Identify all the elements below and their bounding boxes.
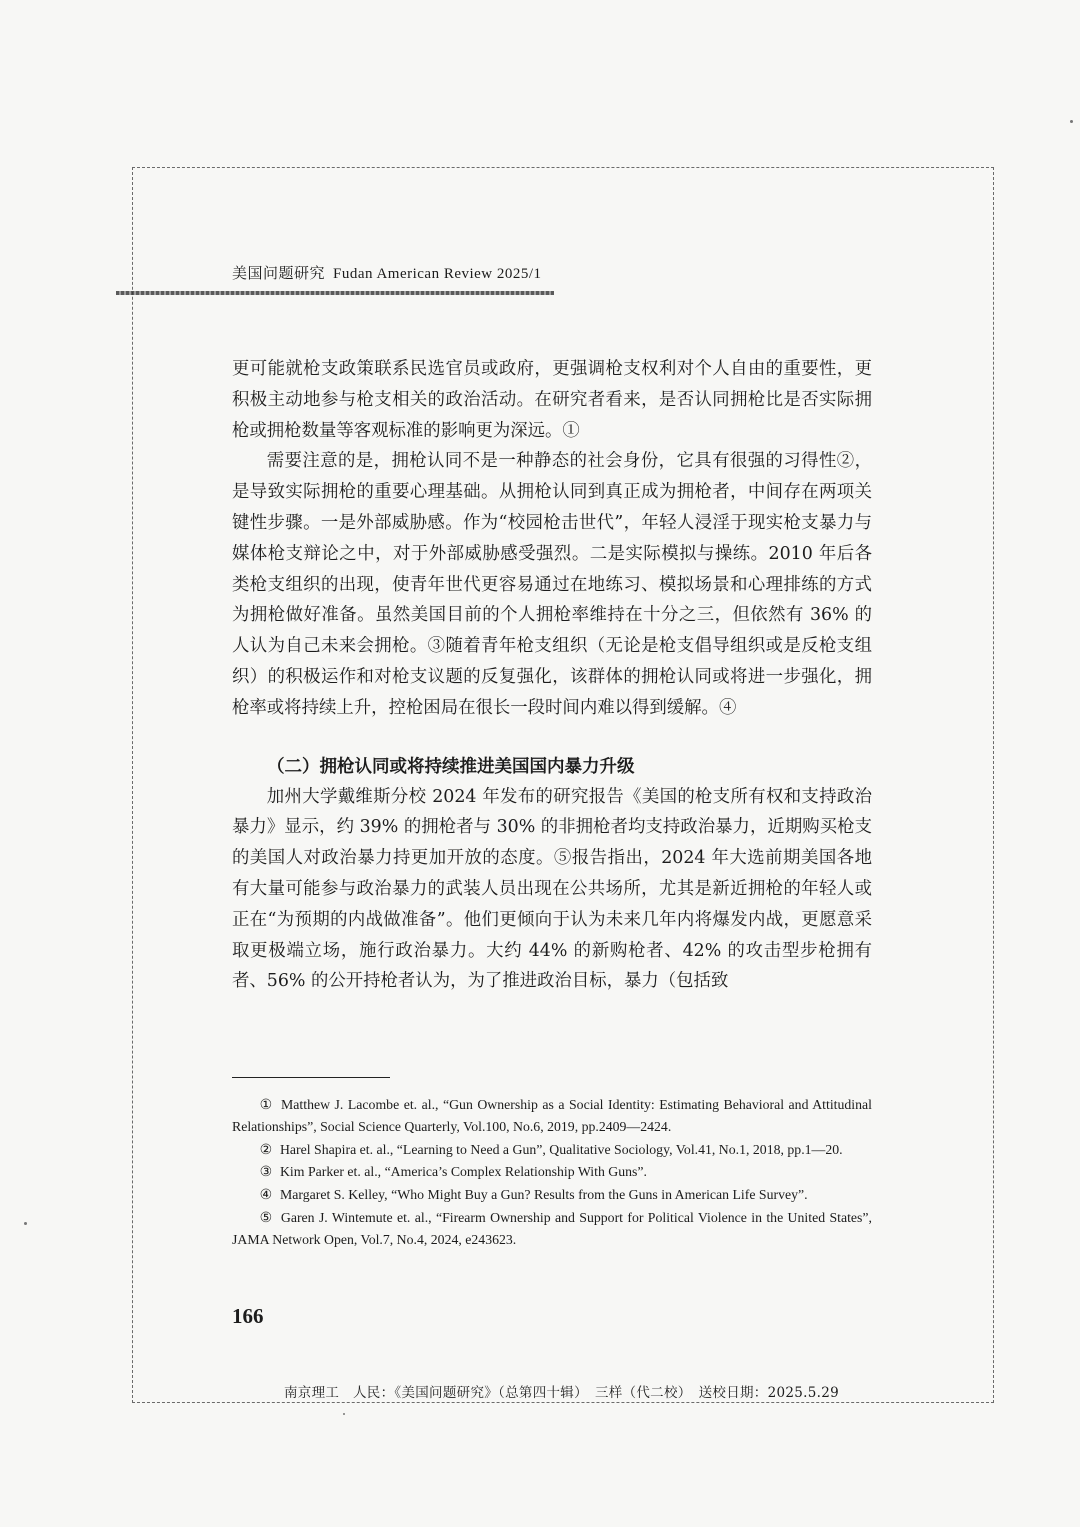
footnote-1 <box>232 1094 872 1138</box>
footnotes <box>232 1094 872 1252</box>
scan-speck <box>1070 120 1073 123</box>
scan-speck <box>343 1413 345 1415</box>
page-number: 166 <box>232 1304 264 1328</box>
section-heading: （二）拥枪认同或将持续推进美国国内暴力升级 <box>267 756 635 777</box>
footnote-mark: ③ <box>259 1164 272 1180</box>
proof-line: 南京理工 人民：《美国问题研究》（总第四十辑） 三样（代二校） 送校日期：2025.5.29 <box>284 1385 840 1401</box>
footnote-rule <box>232 1077 390 1078</box>
journal-title-cn: 美国问题研究 <box>232 264 326 282</box>
footnote-2 <box>232 1139 872 1161</box>
footnote-mark: ④ <box>259 1187 272 1203</box>
footnote-text: Matthew J. Lacombe et. al., “Gun Ownership as a Social Identity: Estimating Behavioral and Attitudinal Relationships”, Social Science Quarterly, Vol.100, No.6, 2019, pp.2409—2424. <box>232 1097 872 1134</box>
paragraph-1: 更可能就枪支政策联系民选官员或政府，更强调枪支权利对个人自由的重要性，更积极主动地参与枪支相关的政治活动。在研究者看来，是否认同拥枪比是否实际拥枪或拥枪数量等客观标准的影响更为深远。① <box>232 359 872 441</box>
main-text <box>232 354 872 997</box>
footnote-mark: ② <box>259 1141 272 1157</box>
footnote-mark: ① <box>259 1097 274 1112</box>
footnote-text: Kim Parker et. al., “America’s Complex Relationship With Guns”. <box>279 1164 648 1180</box>
paragraph-2: 需要注意的是，拥枪认同不是一种静态的社会身份，它具有很强的习得性②，是导致实际拥枪的重要心理基础。从拥枪认同到真正成为拥枪者，中间存在两项关键性步骤。一是外部威胁感。作为“校园枪击世代”，年轻人浸淫于现实枪支暴力与媒体枪支辩论之中，对于外部威胁感受强烈。二是实际模拟与操练。2010 年后各类枪支组织的出现，使青年世代更容易通过在地练习、模拟场景和心理排练的方式为拥枪做好准备。虽然美国目前的个人拥枪率维持在十分之三，但依然有 36% 的人认为自己未来会拥枪。③随着青年枪支组织（无论是枪支倡导组织或是反枪支组织）的积极运作和对枪支议题的反复强化，该群体的拥枪认同或将进一步强化，拥枪率或将持续上升，控枪困局在很长一段时间内难以得到缓解。④ <box>232 451 872 718</box>
footnote-text: Harel Shapira et. al., “Learning to Need a Gun”, Qualitative Sociology, Vol.41, No.1, 2018, pp.1—20. <box>279 1141 843 1157</box>
footnote-text: Margaret S. Kelley, “Who Might Buy a Gun? Results from the Guns in American Life Survey”. <box>279 1187 808 1203</box>
footnote-3 <box>232 1161 872 1183</box>
journal-title-en: Fudan American Review 2025/1 <box>333 266 542 282</box>
footnote-5 <box>232 1207 872 1251</box>
scan-speck <box>24 1222 27 1225</box>
footnote-4 <box>232 1184 872 1206</box>
footnote-mark: ⑤ <box>259 1209 273 1225</box>
running-head <box>232 262 542 283</box>
section-paragraph: 加州大学戴维斯分校 2024 年发布的研究报告《美国的枪支所有权和支持政治暴力》显示，约 39% 的拥枪者与 30% 的非拥枪者均支持政治暴力，近期购买枪支的美国人对政治暴力持更加开放的态度。⑤报告指出，2024 年大选前期美国各地有大量可能参与政治暴力的武装人员出现在公共场所，尤其是新近拥枪的年轻人或正在“为预期的内战做准备”。他们更倾向于认为未来几年内将爆发内战，更愿意采取更极端立场，施行政治暴力。大约 44% 的新购枪者、42% 的攻击型步枪拥有者、56% 的公开持枪者认为，为了推进政治目标，暴力（包括致 <box>232 786 872 992</box>
header-rule <box>116 291 554 295</box>
footnote-text: Garen J. Wintemute et. al., “Firearm Ownership and Support for Political Violence in the United States”, JAMA Network Open, Vol.7, No.4, 2024, e243623. <box>232 1209 872 1247</box>
